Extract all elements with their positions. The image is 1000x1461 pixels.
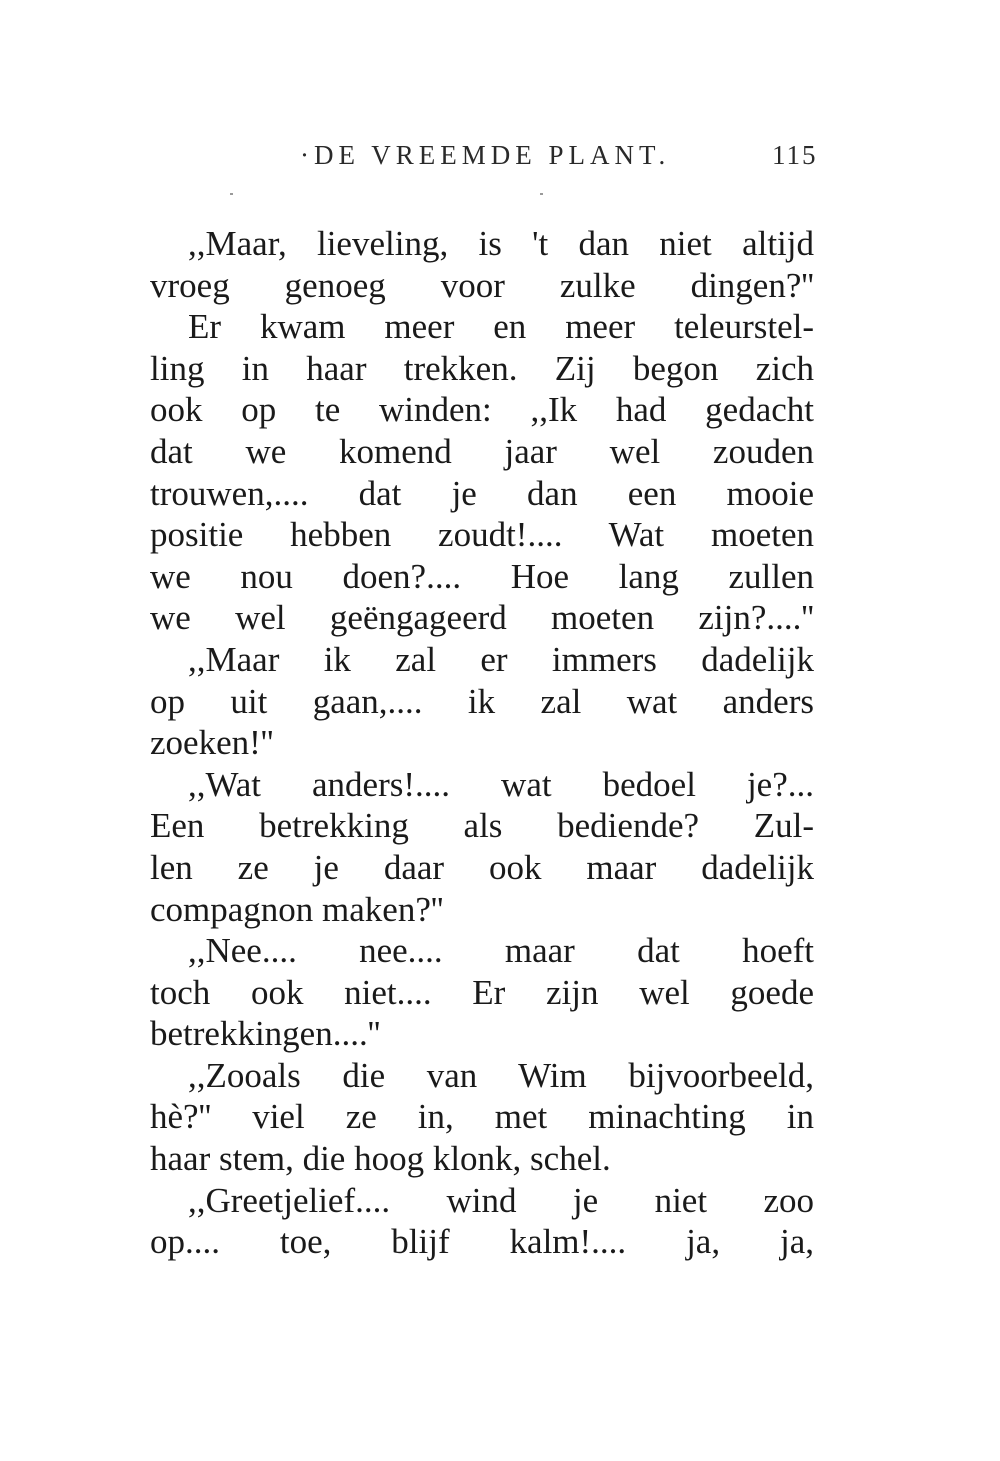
text-line: Een betrekking als bediende? Zul-	[150, 806, 814, 846]
text-line: zoeken!''	[150, 723, 274, 763]
text-line: betrekkingen....''	[150, 1014, 381, 1054]
scan-speck	[540, 193, 543, 195]
text-line: ling in haar trekken. Zij begon zich	[150, 348, 814, 388]
text-line: ,,Maar ik zal er immers dadelijk	[188, 639, 814, 679]
text-line: hè?'' viel ze in, met minachting in	[150, 1097, 814, 1137]
text-line: haar stem, die hoog klonk, schel.	[150, 1139, 611, 1179]
text-line: ,,Zooals die van Wim bijvoorbeeld,	[188, 1055, 814, 1095]
text-line: trouwen,.... dat je dan een mooie	[150, 473, 814, 513]
text-line: op.... toe, blijf kalm!.... ja, ja,	[150, 1222, 814, 1262]
body-text	[150, 223, 814, 1263]
text-line: positie hebben zoudt!.... Wat moeten	[150, 515, 814, 555]
running-head	[0, 140, 1000, 180]
text-line: dat we komend jaar wel zouden	[150, 431, 814, 471]
text-line: ,,Wat anders!.... wat bedoel je?...	[188, 764, 814, 804]
scan-speck	[230, 193, 233, 195]
page-number: 115	[772, 140, 818, 170]
text-line: we nou doen?.... Hoe lang zullen	[150, 556, 814, 596]
text-line: ook op te winden: ,,Ik had gedacht	[150, 390, 814, 430]
text-line: compagnon maken?''	[150, 889, 444, 929]
text-line: ,,Greetjelief.... wind je niet zoo	[188, 1180, 814, 1220]
running-title: ·DE VREEMDE PLANT.	[300, 140, 671, 170]
text-line: Er kwam meer en meer teleurstel-	[188, 307, 814, 347]
text-line: len ze je daar ook maar dadelijk	[150, 847, 814, 887]
text-line: we wel geëngageerd moeten zijn?....''	[150, 598, 814, 638]
text-line: toch ook niet.... Er zijn wel goede	[150, 972, 814, 1012]
text-line: vroeg genoeg voor zulke dingen?''	[150, 265, 814, 305]
text-line: op uit gaan,.... ik zal wat anders	[150, 681, 814, 721]
text-line: ,,Nee.... nee.... maar dat hoeft	[188, 931, 814, 971]
text-line: ,,Maar, lieveling, is 't dan niet altijd	[188, 224, 814, 263]
